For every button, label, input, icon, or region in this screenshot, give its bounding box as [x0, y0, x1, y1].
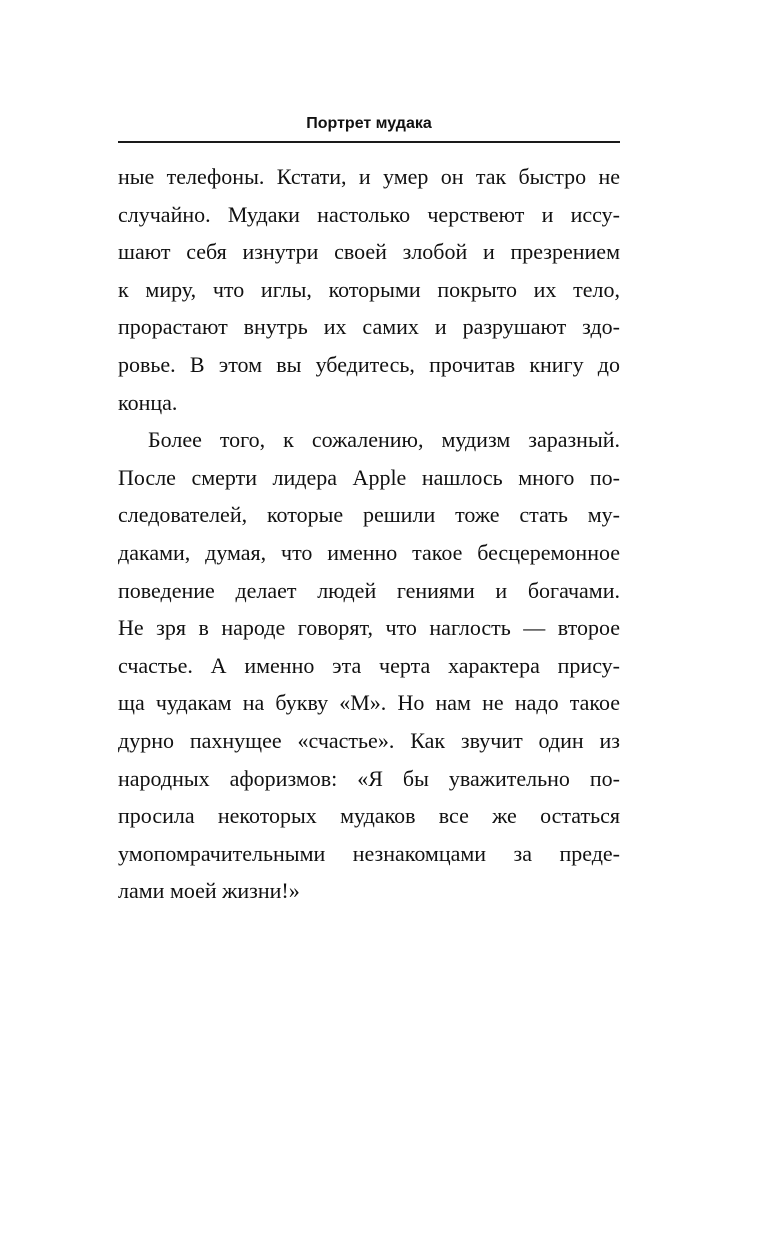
text-line: ные телефоны. Кстати, и умер он так быстро не: [118, 164, 620, 189]
text-line: к миру, что иглы, которыми покрыто их тело,: [118, 276, 620, 302]
text-line: умопомрачительными незнакомцами за преде-: [118, 840, 620, 866]
text-line: просила некоторых мудаков все же остаться: [118, 803, 620, 829]
text-line: народных афоризмов: «Я бы уважительно по-: [118, 765, 620, 791]
text-line: дурно пахнущее «счастье». Как звучит один из: [118, 727, 620, 753]
text-line: счастье. А именно эта черта характера прису-: [118, 652, 620, 678]
text-line: После смерти лидера Apple нашлось много по-: [118, 464, 620, 490]
paragraph: [118, 421, 620, 910]
text-line: следователей, которые решили тоже стать му-: [118, 502, 620, 528]
text-line: Более того, к сожалению, мудизм заразный.: [148, 427, 620, 453]
text-line: конца.: [118, 389, 178, 415]
text-line: Не зря в народе говорят, что наглость — второе: [118, 615, 620, 641]
body-text: [118, 158, 620, 910]
text-line: даками, думая, что именно такое бесцеремонное: [118, 539, 620, 565]
text-line: ровье. В этом вы убедитесь, прочитав книгу до: [118, 351, 620, 377]
text-line: шают себя изнутри своей злобой и презрением: [118, 239, 620, 265]
text-line: случайно. Мудаки настолько черствеют и иссу-: [118, 201, 620, 227]
text-line: лами моей жизни!»: [118, 878, 300, 904]
text-line: поведение делает людей гениями и богачами.: [118, 577, 620, 603]
text-line: прорастают внутрь их самих и разрушают здо-: [118, 314, 620, 340]
paragraph: [118, 158, 620, 421]
header-rule: [118, 141, 620, 143]
text-line: ща чудакам на букву «М». Но нам не надо такое: [118, 690, 620, 716]
running-head: Портрет мудака: [306, 115, 432, 132]
